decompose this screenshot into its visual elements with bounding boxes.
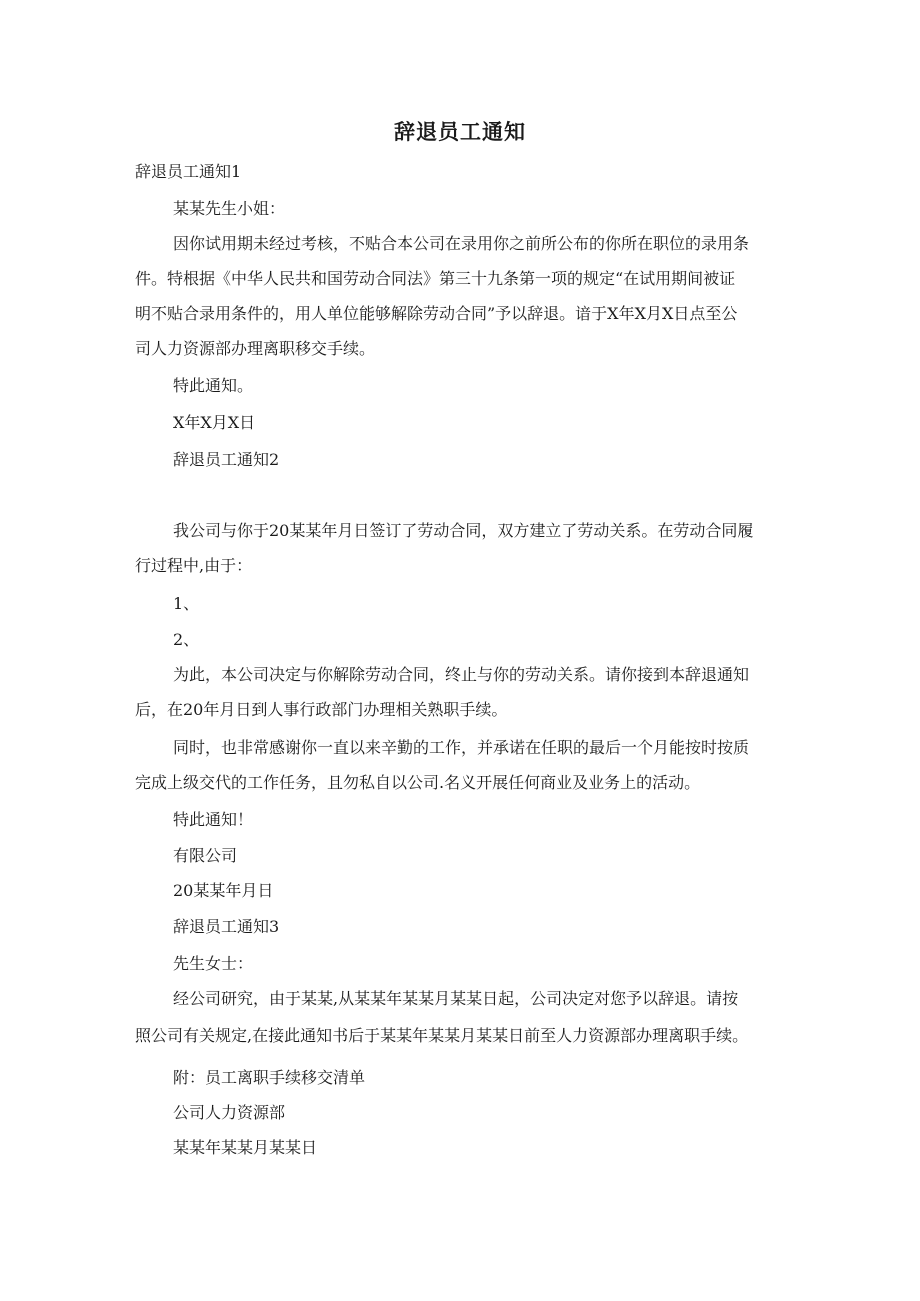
notice3-salutation: 先生女士： [173,954,254,973]
notice2-company: 有限公司 [173,846,238,865]
notice2-date: 20某某年月日 [173,881,274,900]
notice2-para2-line: 后，在20年月日到人事行政部门办理相关熟职手续。 [135,700,508,719]
notice3-body-line: 经公司研究，由于某某,从某某年某某月某某日起，公司决定对您予以辞退。请按 [173,989,739,1008]
notice2-para3-line: 同时，也非常感谢你一直以来辛勤的工作，并承诺在任职的最后一个月能按时按质 [173,738,750,757]
notice2-item-1: 1、 [173,594,200,613]
notice1-body-line: 因你试用期未经过考核，不贴合本公司在录用你之前所公布的你所在职位的录用条 [173,234,750,253]
notice1-date: X年X月X日 [173,413,256,432]
notice2-para2-line: 为此，本公司决定与你解除劳动合同，终止与你的劳动关系。请你接到本辞退通知 [173,665,750,684]
notice1-closing: 特此通知。 [173,376,254,395]
notice2-closing: 特此通知！ [173,810,254,829]
notice1-salutation: 某某先生小姐： [173,199,286,218]
notice3-heading: 辞退员工通知3 [173,917,280,936]
notice1-heading: 辞退员工通知1 [135,162,242,181]
notice3-attachment: 附：员工离职手续移交清单 [173,1068,366,1087]
notice2-item-2: 2、 [173,630,200,649]
notice1-body-line: 明不贴合录用条件的，用人单位能够解除劳动合同”予以辞退。谙于X年X月X日点至公 [135,304,738,323]
notice2-para3-line: 完成上级交代的工作任务，且勿私自以公司.名义开展任何商业及业务上的活动。 [135,773,701,792]
notice3-date: 某某年某某月某某日 [173,1138,318,1157]
document-title: 辞退员工通知 [394,120,526,144]
notice2-para1-line: 我公司与你于20某某年月日签订了劳动合同，双方建立了劳动关系。在劳动合同履 [173,521,754,540]
notice1-body-line: 件。特根据《中华人民共和国劳动合同法》第三十九条第一项的规定“在试用期间被证 [135,269,736,288]
notice2-para1-line: 行过程中,由于： [135,556,253,575]
notice2-heading: 辞退员工通知2 [173,450,280,469]
notice1-body-line: 司人力资源部办理离职移交手续。 [135,339,376,358]
notice3-body-line: 照公司有关规定,在接此通知书后于某某年某某月某某日前至人力资源部办理离职手续。 [135,1026,749,1045]
notice3-department: 公司人力资源部 [173,1103,286,1122]
